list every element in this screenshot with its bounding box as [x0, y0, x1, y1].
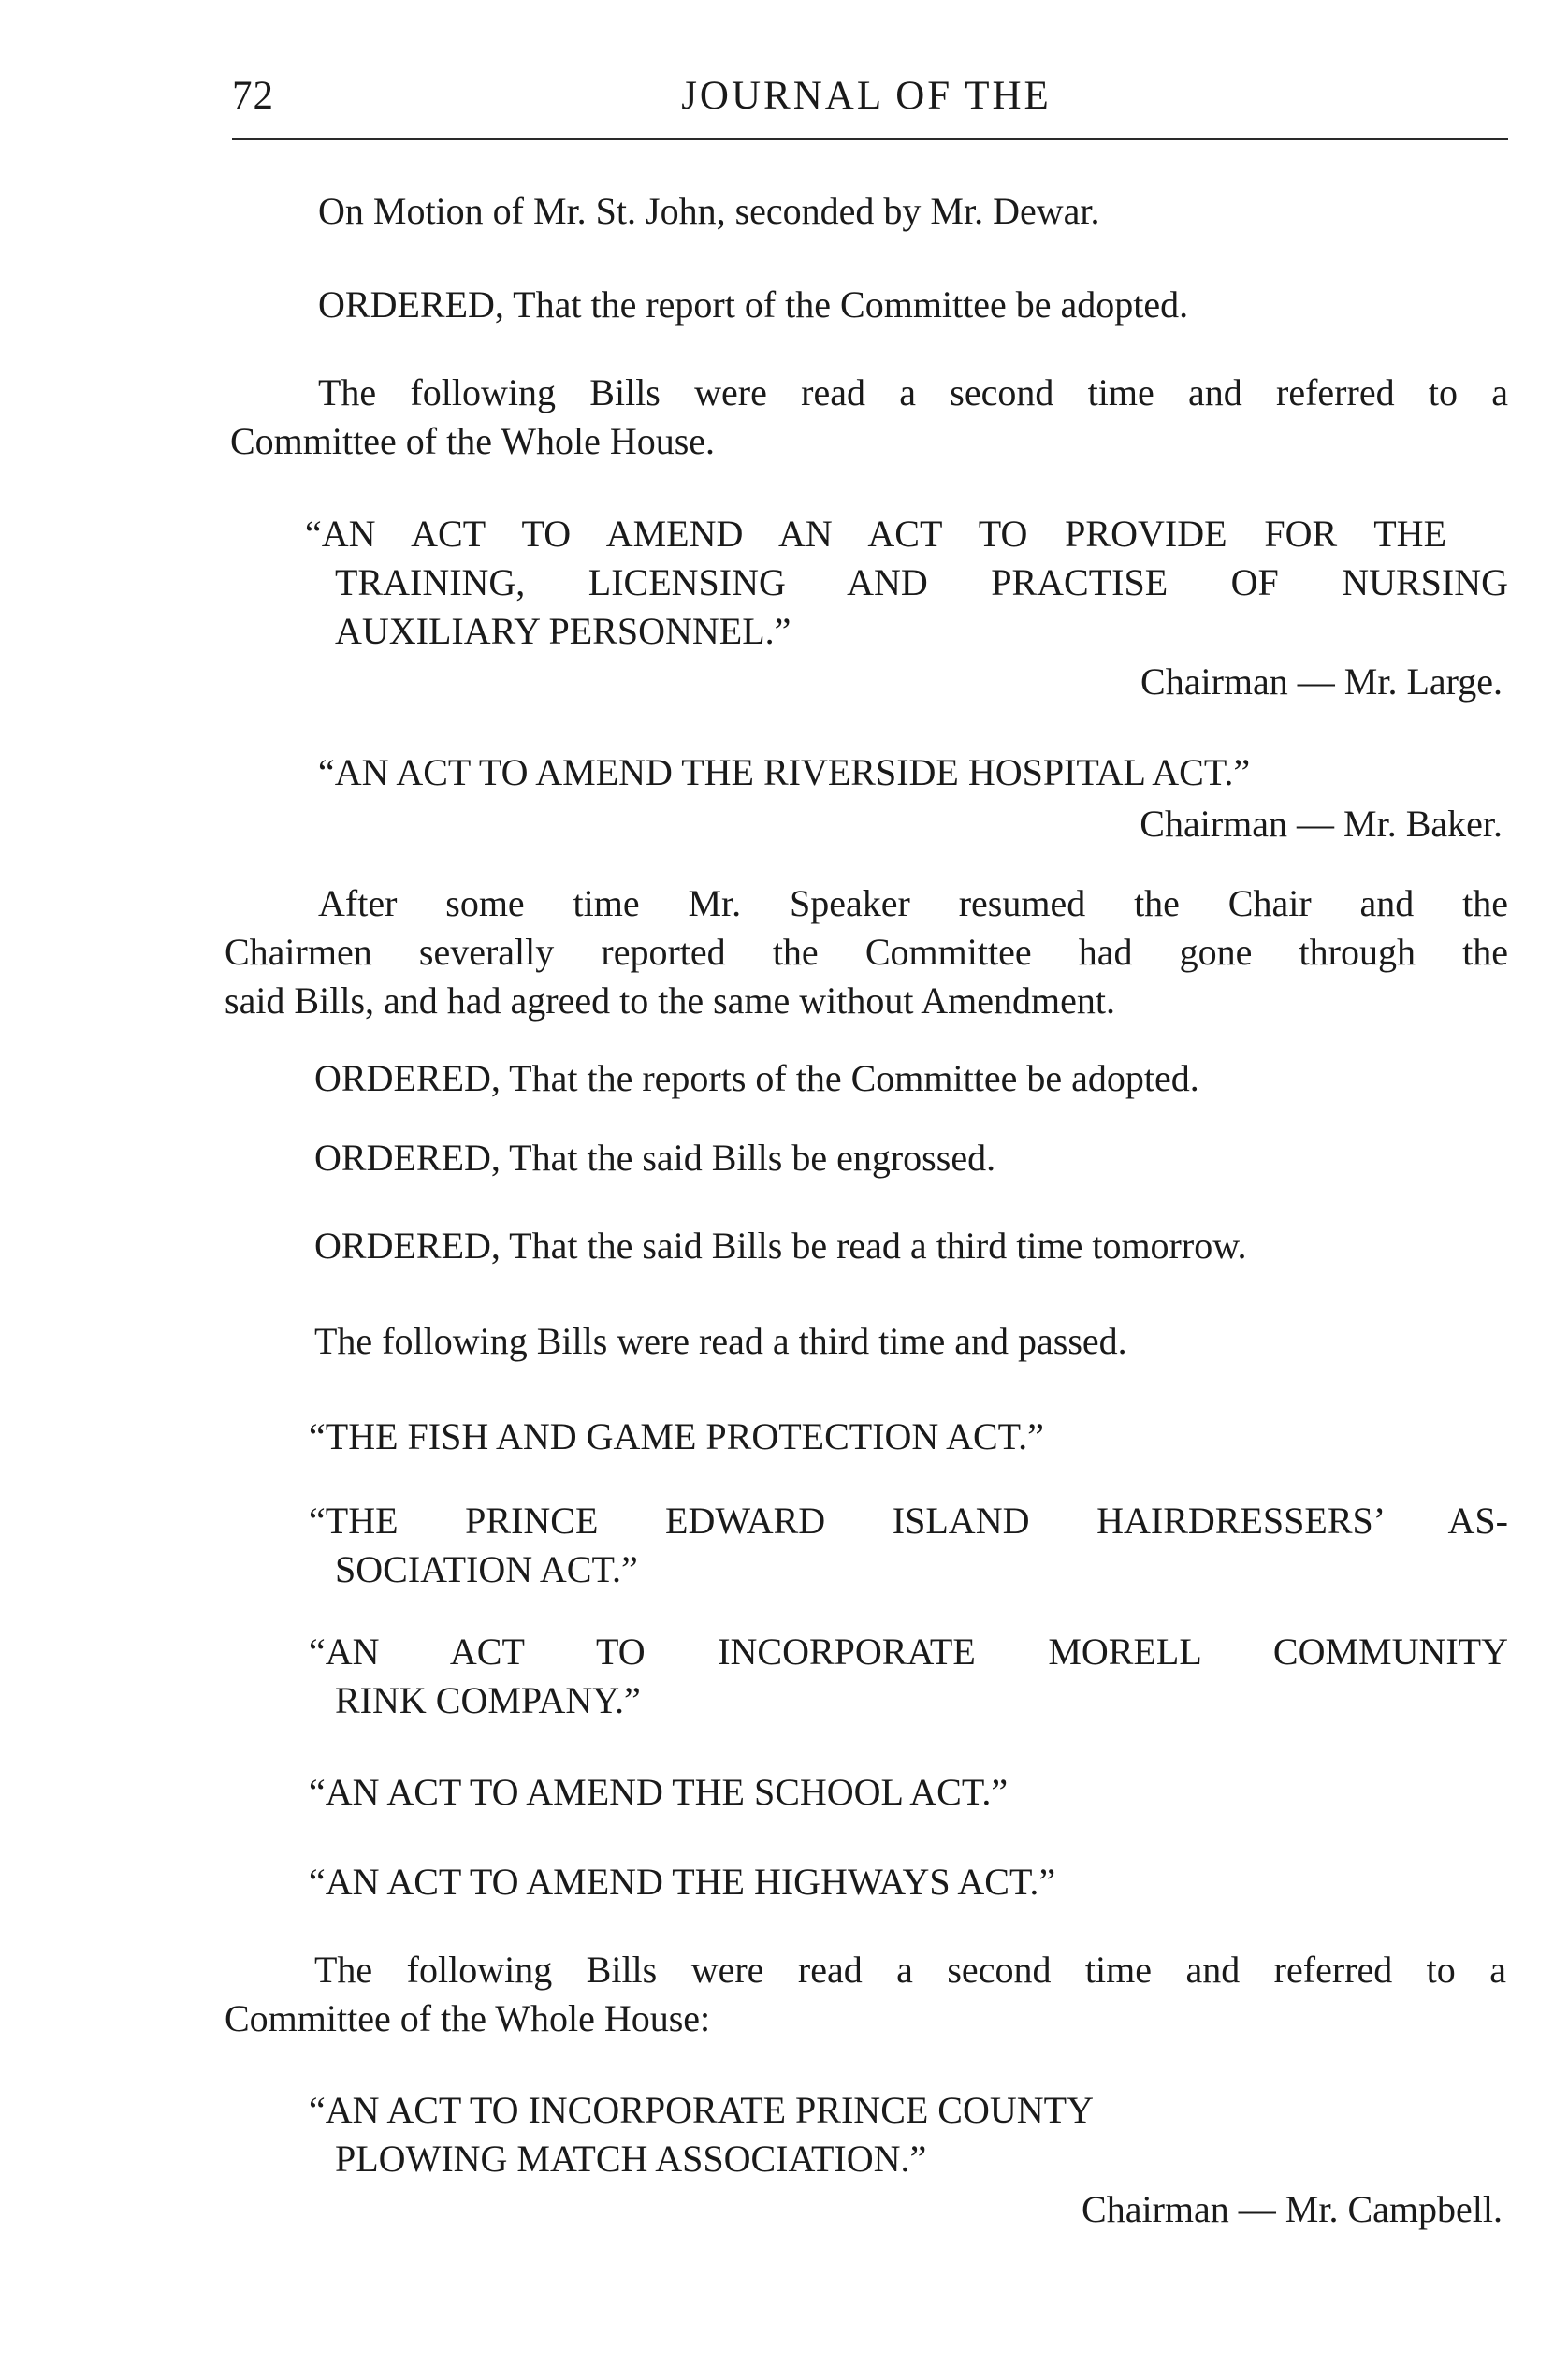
ordered-report-line: ORDERED, That the report of the Committee be adopted.	[318, 283, 1189, 326]
bill-title-line: RINK COMPANY.”	[335, 1679, 641, 1721]
motion-line: On Motion of Mr. St. John, seconded by Mr. Dewar.	[318, 190, 1100, 232]
bill-title-line: “THE FISH AND GAME PROTECTION ACT.”	[309, 1415, 1044, 1457]
page-header	[232, 73, 1501, 129]
bill-title-line: AUXILIARY PERSONNEL.”	[335, 610, 791, 652]
header-rule	[232, 138, 1508, 140]
second-reading-intro-line: Committee of the Whole House:	[225, 1997, 711, 2039]
third-reading-intro-line: The following Bills were read a third time and passed.	[314, 1320, 1127, 1362]
bill-title-line: “AN ACT TO INCORPORATE PRINCE COUNTY	[309, 2089, 1094, 2131]
ordered-reports-line: ORDERED, That the reports of the Committee be adopted.	[314, 1057, 1199, 1099]
bill-title-line: SOCIATION ACT.”	[335, 1548, 638, 1590]
after-paragraph-line: After some time Mr. Speaker resumed the Chair and the	[318, 882, 1508, 924]
bill-title-line: “AN ACT TO AMEND THE HIGHWAYS ACT.”	[309, 1861, 1056, 1903]
page-number: 72	[232, 74, 274, 118]
second-reading-intro-line: Committee of the Whole House.	[230, 420, 716, 462]
ordered-third-reading-line: ORDERED, That the said Bills be read a third time tomorrow.	[314, 1225, 1247, 1267]
second-reading-intro-line: The following Bills were read a second time and referred to a	[314, 1949, 1506, 1991]
chairman-line: Chairman — Mr. Baker.	[1140, 803, 1503, 845]
ordered-engrossed-line: ORDERED, That the said Bills be engrossed.	[314, 1137, 996, 1179]
after-paragraph-line: said Bills, and had agreed to the same without Amendment.	[225, 979, 1116, 1022]
bill-title-line: TRAINING, LICENSING AND PRACTISE OF NURSING	[335, 561, 1508, 603]
chairman-line: Chairman — Mr. Large.	[1140, 660, 1503, 703]
running-title: JOURNAL OF THE	[681, 74, 1052, 118]
second-reading-intro-line: The following Bills were read a second time and referred to a	[318, 371, 1508, 413]
bill-title-line: “AN ACT TO AMEND AN ACT TO PROVIDE FOR THE	[305, 513, 1446, 555]
after-paragraph-line: Chairmen severally reported the Committee had gone through the	[225, 931, 1508, 973]
bill-title-line: “AN ACT TO AMEND THE SCHOOL ACT.”	[309, 1771, 1009, 1813]
bill-title-line: “AN ACT TO AMEND THE RIVERSIDE HOSPITAL ACT.”	[318, 751, 1251, 793]
bill-title-line: “THE PRINCE EDWARD ISLAND HAIRDRESSERS’ AS-	[309, 1500, 1508, 1542]
bill-title-line: “AN ACT TO INCORPORATE MORELL COMMUNITY	[309, 1631, 1508, 1673]
chairman-line: Chairman — Mr. Campbell.	[1082, 2188, 1503, 2230]
bill-title-line: PLOWING MATCH ASSOCIATION.”	[335, 2138, 927, 2180]
